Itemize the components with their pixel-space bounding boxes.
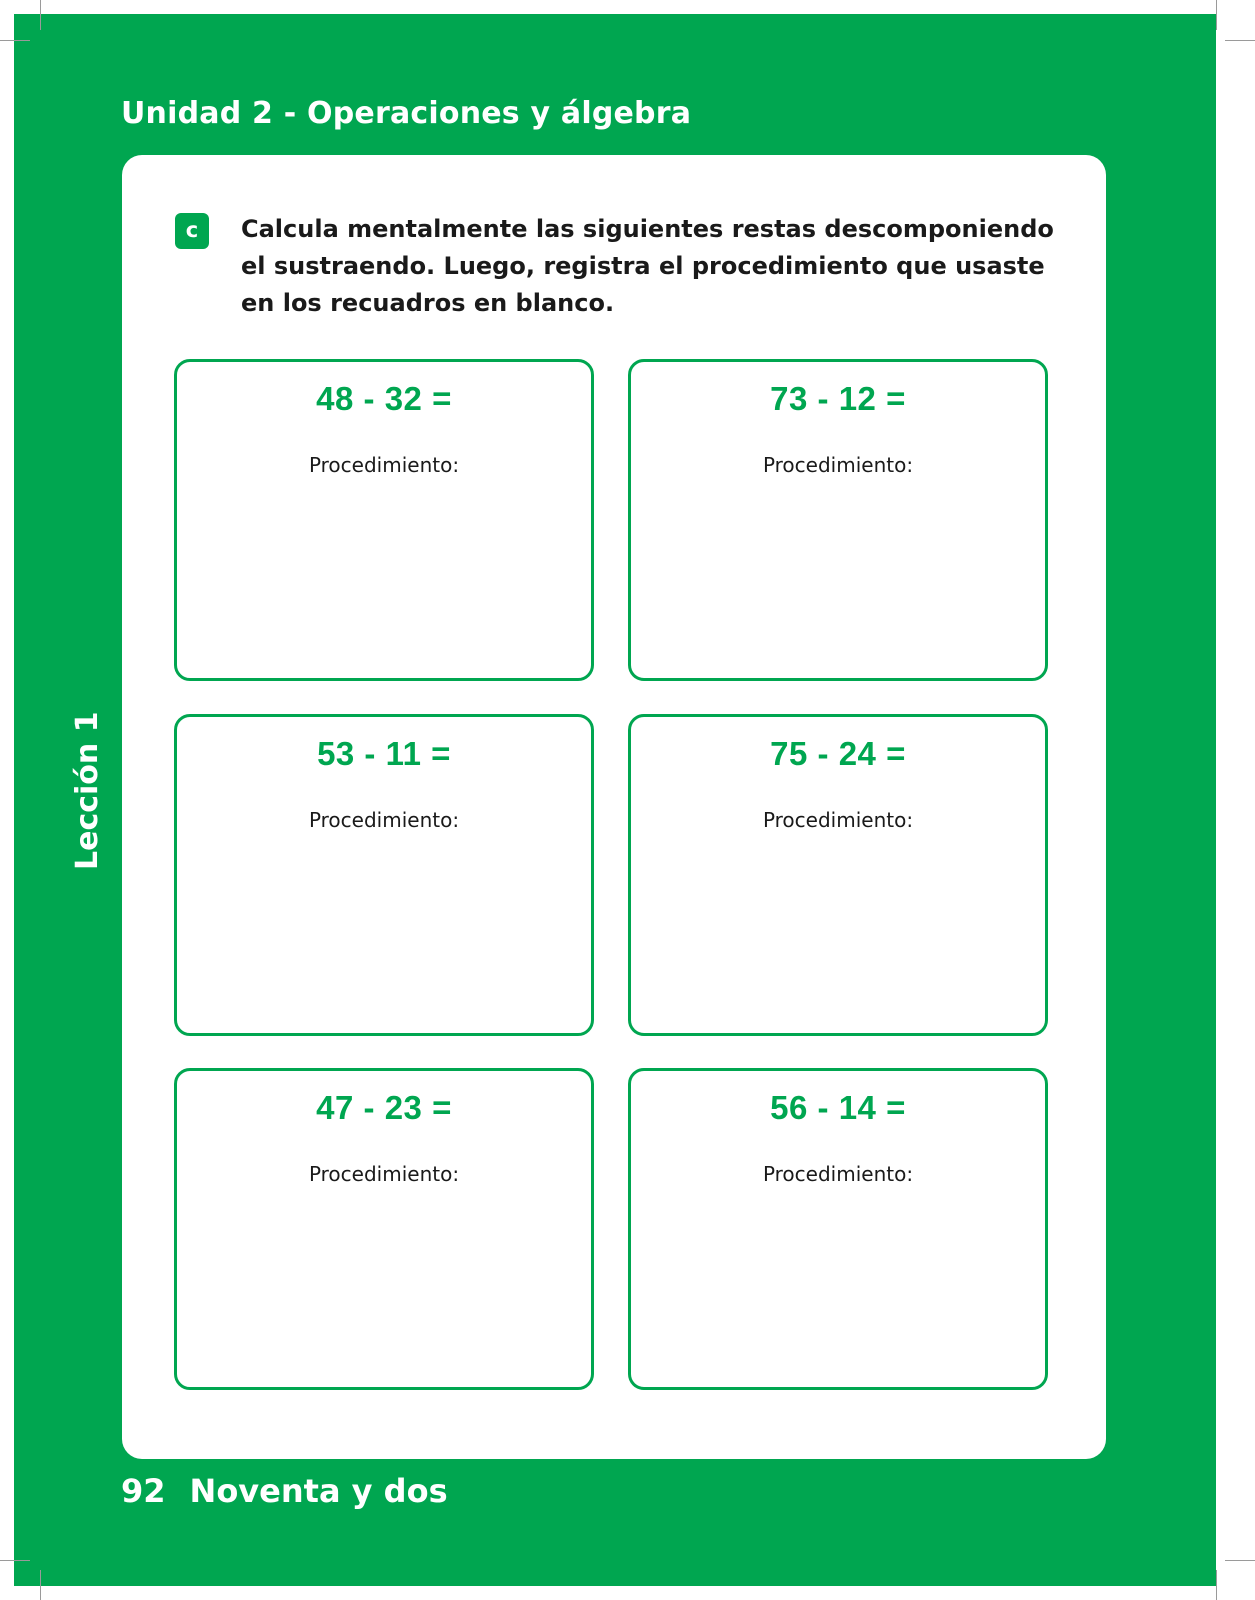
page-number: 92 bbox=[121, 1472, 166, 1510]
page-number-words: Noventa y dos bbox=[189, 1472, 448, 1510]
subtraction-operation: 75 - 24 = bbox=[770, 735, 906, 772]
exercise-box[interactable] bbox=[174, 714, 594, 1036]
procedure-label: Procedimiento: bbox=[308, 808, 460, 832]
crop-mark bbox=[0, 40, 30, 41]
crop-mark bbox=[1225, 1560, 1255, 1561]
exercise-box[interactable] bbox=[628, 714, 1048, 1036]
exercise-box[interactable] bbox=[174, 1068, 594, 1390]
procedure-label: Procedimiento: bbox=[308, 453, 460, 477]
procedure-label: Procedimiento: bbox=[762, 453, 914, 477]
crop-mark bbox=[1225, 40, 1255, 41]
exercise-box[interactable] bbox=[628, 359, 1048, 681]
subtraction-operation: 47 - 23 = bbox=[316, 1089, 452, 1126]
subtraction-operation: 56 - 14 = bbox=[770, 1089, 906, 1126]
subtraction-operation: 48 - 32 = bbox=[316, 380, 452, 417]
crop-mark bbox=[40, 0, 41, 30]
crop-mark bbox=[0, 1560, 30, 1561]
crop-mark bbox=[1216, 0, 1217, 30]
subtraction-operation: 53 - 11 = bbox=[317, 735, 451, 772]
subtraction-operation: 73 - 12 = bbox=[770, 380, 906, 417]
activity-card bbox=[122, 155, 1106, 1459]
page-footer bbox=[121, 1472, 448, 1510]
exercise-box[interactable] bbox=[174, 359, 594, 681]
crop-mark bbox=[1216, 1570, 1217, 1600]
activity-badge: c bbox=[175, 213, 209, 249]
exercise-box[interactable] bbox=[628, 1068, 1048, 1390]
procedure-label: Procedimiento: bbox=[762, 1162, 914, 1186]
procedure-label: Procedimiento: bbox=[308, 1162, 460, 1186]
unit-title: Unidad 2 - Operaciones y álgebra bbox=[121, 96, 692, 131]
lesson-label: Lección 1 bbox=[70, 711, 105, 870]
activity-instruction: Calcula mentalmente las siguientes restas descomponiendo el sustraendo. Luego, registra el procedimiento que usaste en los recuadros en blanco. bbox=[241, 215, 1054, 317]
procedure-label: Procedimiento: bbox=[762, 808, 914, 832]
crop-mark bbox=[40, 1570, 41, 1600]
